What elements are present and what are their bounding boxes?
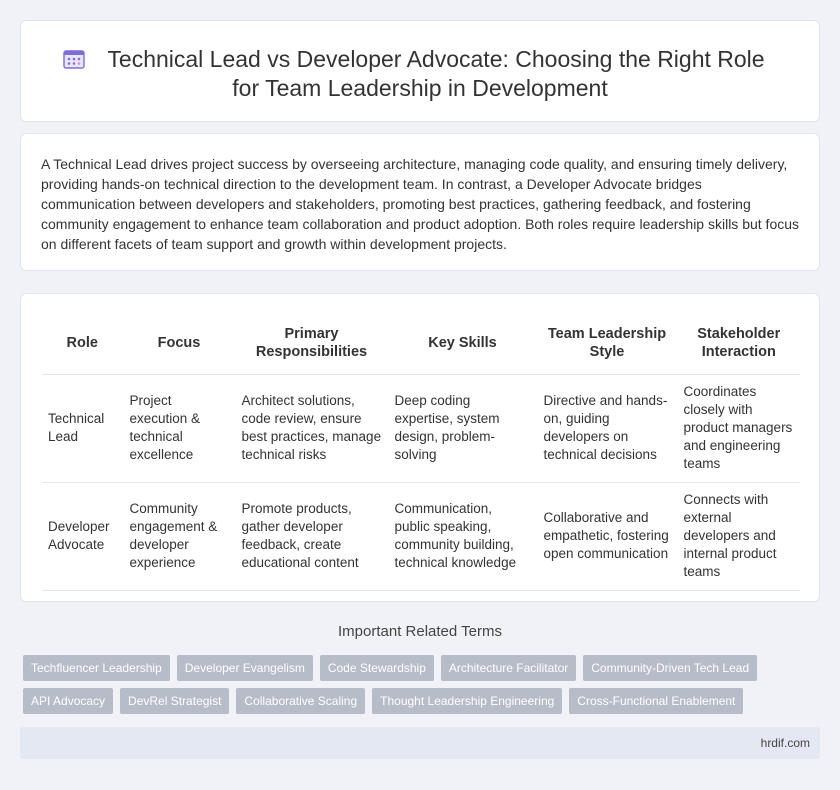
- table-cell: Technical Lead: [42, 374, 123, 482]
- related-terms-tags: [23, 655, 823, 714]
- table-cell: Deep coding expertise, system design, problem-solving: [388, 374, 537, 482]
- title-line-1: Technical Lead vs Developer Advocate: Choosing the Right Role: [107, 46, 765, 72]
- summary-card: [20, 133, 820, 271]
- summary-text: A Technical Lead drives project success by overseeing architecture, managing code quality, and ensuring timely delivery, providing hands-on technical direction to the development team. In contrast, a Developer Advocate bridges communication between developers and stakeholders, promoting best practices, gathering feedback, and fostering community engagement to enhance team collaboration and product adoption. Both roles require leadership skills but focus on different facets of team support and growth within development projects.: [41, 156, 800, 252]
- table-cell: Promote products, gather developer feedback, create educational content: [235, 482, 388, 590]
- related-term-tag[interactable]: Architecture Facilitator: [441, 655, 576, 681]
- header-focus: Focus: [123, 312, 235, 374]
- table-cell: Architect solutions, code review, ensure best practices, manage technical risks: [235, 374, 388, 482]
- related-term-tag[interactable]: Thought Leadership Engineering: [372, 688, 562, 714]
- table-cell: Directive and hands-on, guiding developers on technical decisions: [537, 374, 677, 482]
- table-row: [42, 482, 800, 590]
- header-leadership-style: Team Leadership Style: [537, 312, 677, 374]
- table-cell: Communication, public speaking, community building, technical knowledge: [388, 482, 537, 590]
- title-line-2: for Team Leadership in Development: [232, 75, 608, 101]
- header-stakeholder-interaction: Stakeholder Interaction: [677, 312, 800, 374]
- related-term-tag[interactable]: API Advocacy: [23, 688, 113, 714]
- table-row: [42, 374, 800, 482]
- related-term-tag[interactable]: Community-Driven Tech Lead: [583, 655, 757, 681]
- related-term-tag[interactable]: Code Stewardship: [320, 655, 434, 681]
- title-card: [20, 20, 820, 122]
- page-title: [21, 45, 819, 103]
- header-responsibilities: Primary Responsibilities: [235, 312, 388, 374]
- related-term-tag[interactable]: Techfluencer Leadership: [23, 655, 170, 681]
- table-cell: Project execution & technical excellence: [123, 374, 235, 482]
- comparison-table: [42, 312, 800, 591]
- table-cell: Connects with external developers and internal product teams: [677, 482, 800, 590]
- related-term-tag[interactable]: Developer Evangelism: [177, 655, 313, 681]
- footer-bar: [20, 727, 820, 759]
- related-term-tag[interactable]: Collaborative Scaling: [236, 688, 365, 714]
- table-cell: Coordinates closely with product managers and engineering teams: [677, 374, 800, 482]
- related-terms-heading: Important Related Terms: [338, 623, 502, 640]
- header-key-skills: Key Skills: [388, 312, 537, 374]
- comparison-table-card: [20, 293, 820, 602]
- footer-site-link[interactable]: hrdif.com: [760, 736, 810, 750]
- table-cell: Developer Advocate: [42, 482, 123, 590]
- related-term-tag[interactable]: DevRel Strategist: [120, 688, 229, 714]
- table-cell: Community engagement & developer experience: [123, 482, 235, 590]
- table-cell: Collaborative and empathetic, fostering open communication: [537, 482, 677, 590]
- table-header-row: [42, 312, 800, 374]
- related-term-tag[interactable]: Cross-Functional Enablement: [569, 688, 743, 714]
- header-role: Role: [42, 312, 123, 374]
